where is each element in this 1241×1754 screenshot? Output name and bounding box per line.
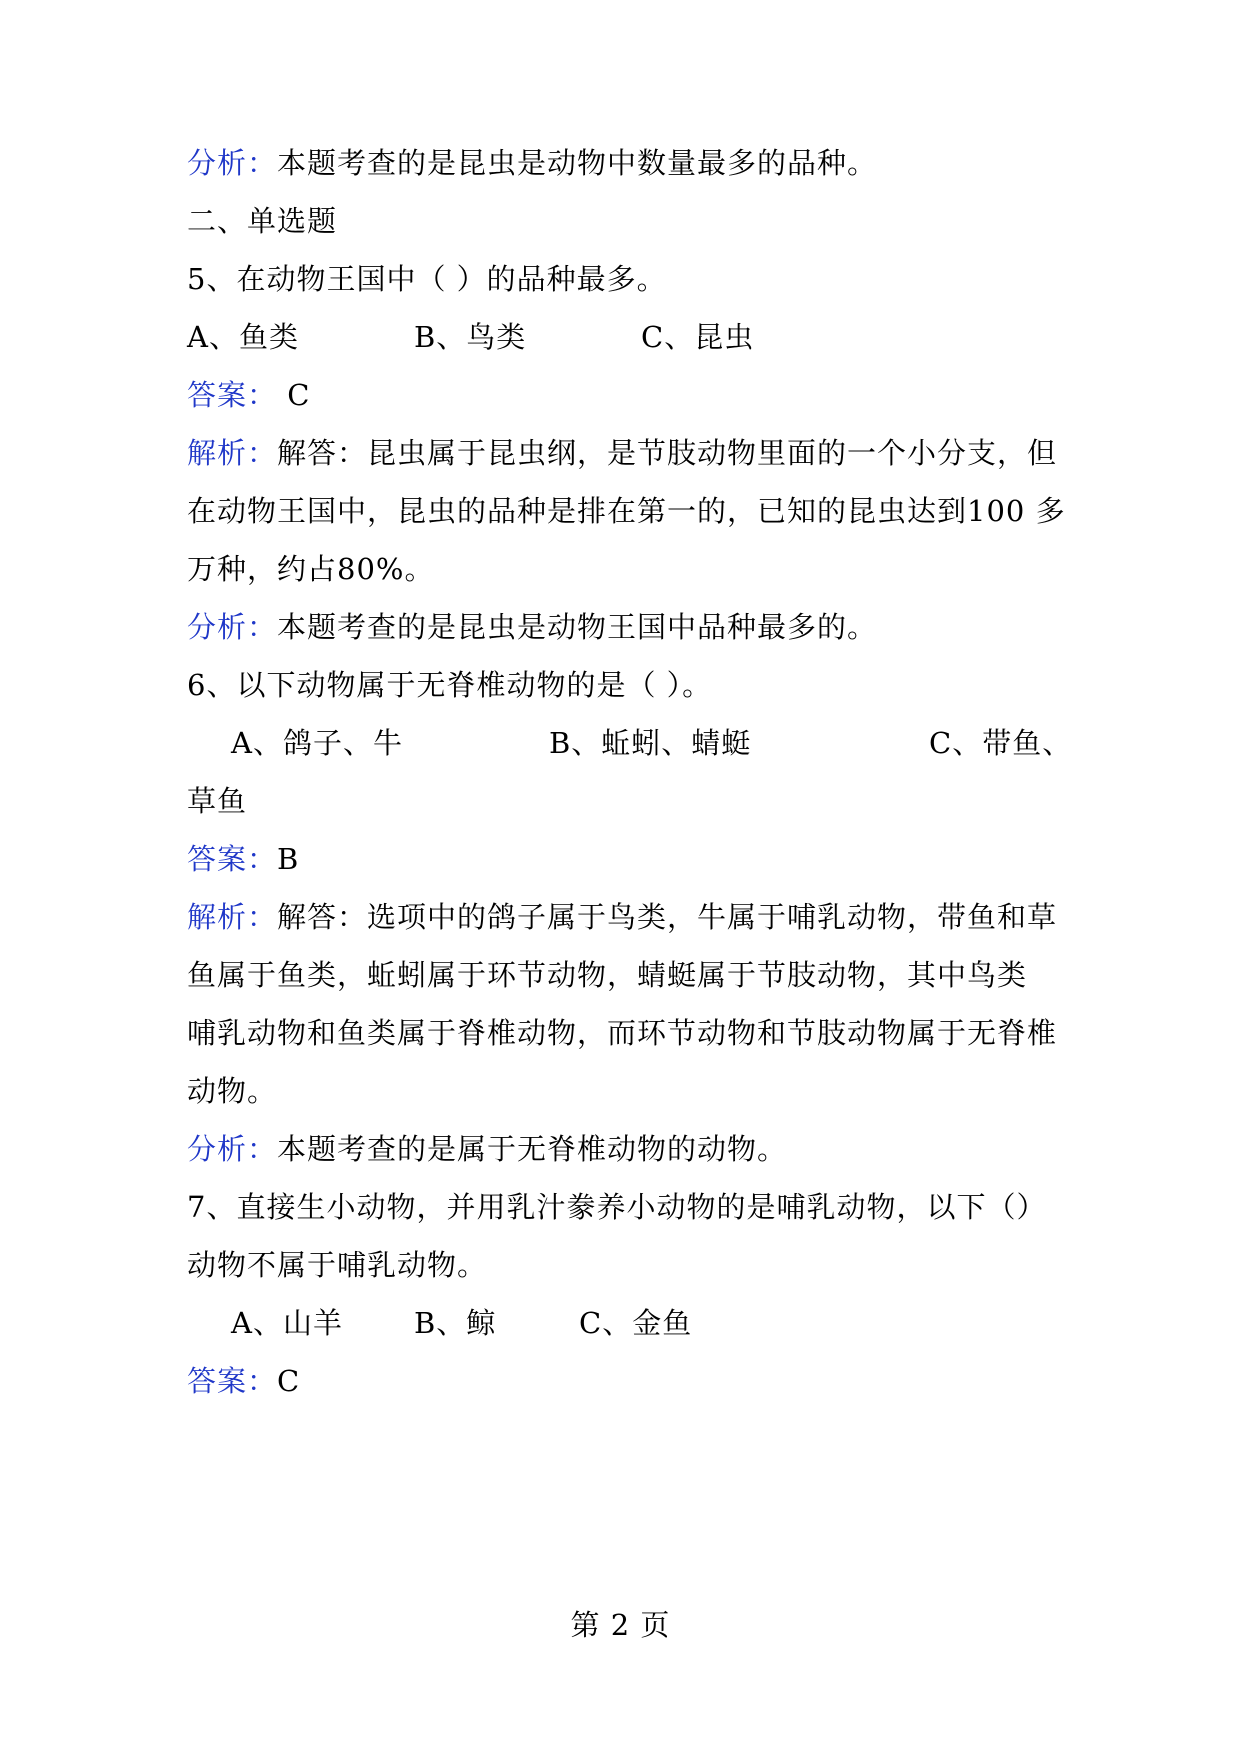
q7-option-c: C、金鱼 [579, 1306, 693, 1340]
answer-label: 答案： [187, 1364, 278, 1398]
q5-option-a: A、鱼类 [187, 320, 299, 354]
page-number: 第 2 页 [570, 1608, 671, 1642]
q6-explanation-line-2: 鱼属于鱼类，蚯蚓属于环节动物，蜻蜓属于节肢动物，其中鸟类 [187, 958, 1028, 992]
q6-stem: 6、以下动物属于无脊椎动物的是（ ）。 [187, 668, 713, 702]
q7-option-b: B、鲸 [414, 1306, 497, 1340]
q5-option-c: C、昆虫 [641, 320, 755, 354]
q5-stem: 5、在动物王国中（ ）的品种最多。 [187, 262, 667, 296]
q5-analysis-line [187, 602, 1087, 652]
q7-stem-line-2: 动物不属于哺乳动物。 [187, 1248, 488, 1282]
q6-option-a: A、鸽子、牛 [231, 726, 403, 760]
q6-options-wrap: 草鱼 [187, 784, 248, 818]
q5-explanation-line-3: 万种，约占80%。 [187, 552, 435, 586]
q5-explanation-line-2: 在动物王国中，昆虫的品种是排在第一的，已知的昆虫达到100 多 [187, 494, 1066, 528]
q5-option-b: B、鸟类 [414, 320, 527, 354]
q6-explanation-line-1 [187, 892, 1087, 942]
explanation-label: 解析： [187, 436, 278, 470]
answer-label: 答案： [187, 378, 278, 412]
q7-stem-line-1: 7、直接生小动物，并用乳汁豢养小动物的是哺乳动物，以下（） [187, 1190, 1047, 1224]
q7-answer-line [187, 1356, 1087, 1406]
answer-value: C [277, 1364, 301, 1398]
analysis-label: 分析： [187, 1132, 278, 1166]
q6-options [187, 718, 1087, 768]
analysis-label: 分析： [187, 146, 278, 180]
q5-answer-line [187, 370, 1087, 420]
q7-option-a: A、山羊 [231, 1306, 343, 1340]
q4-analysis-line [187, 138, 1087, 188]
explanation-text: 解答：昆虫属于昆虫纲，是节肢动物里面的一个小分支，但 [277, 436, 1058, 470]
analysis-text: 本题考查的是昆虫是动物王国中品种最多的。 [277, 610, 878, 644]
q7-options [187, 1298, 1087, 1348]
answer-value: C [277, 378, 311, 412]
explanation-label: 解析： [187, 900, 278, 934]
q6-analysis-line [187, 1124, 1087, 1174]
explanation-text: 解答：选项中的鸽子属于鸟类，牛属于哺乳动物，带鱼和草 [277, 900, 1058, 934]
q6-option-b: B、蚯蚓、蜻蜓 [549, 726, 752, 760]
q6-explanation-line-4: 动物。 [187, 1074, 278, 1108]
analysis-label: 分析： [187, 610, 278, 644]
q6-answer-line [187, 834, 1087, 884]
answer-value: B [277, 842, 300, 876]
q5-explanation-line-1 [187, 428, 1087, 478]
q5-options [187, 312, 1087, 362]
section-heading: 二、单选题 [187, 204, 338, 238]
q6-explanation-line-3: 哺乳动物和鱼类属于脊椎动物，而环节动物和节肢动物属于无脊椎 [187, 1016, 1058, 1050]
answer-label: 答案： [187, 842, 278, 876]
q6-option-c: C、带鱼、 [929, 726, 1073, 760]
analysis-text: 本题考查的是属于无脊椎动物的动物。 [277, 1132, 788, 1166]
analysis-text: 本题考查的是昆虫是动物中数量最多的品种。 [277, 146, 878, 180]
